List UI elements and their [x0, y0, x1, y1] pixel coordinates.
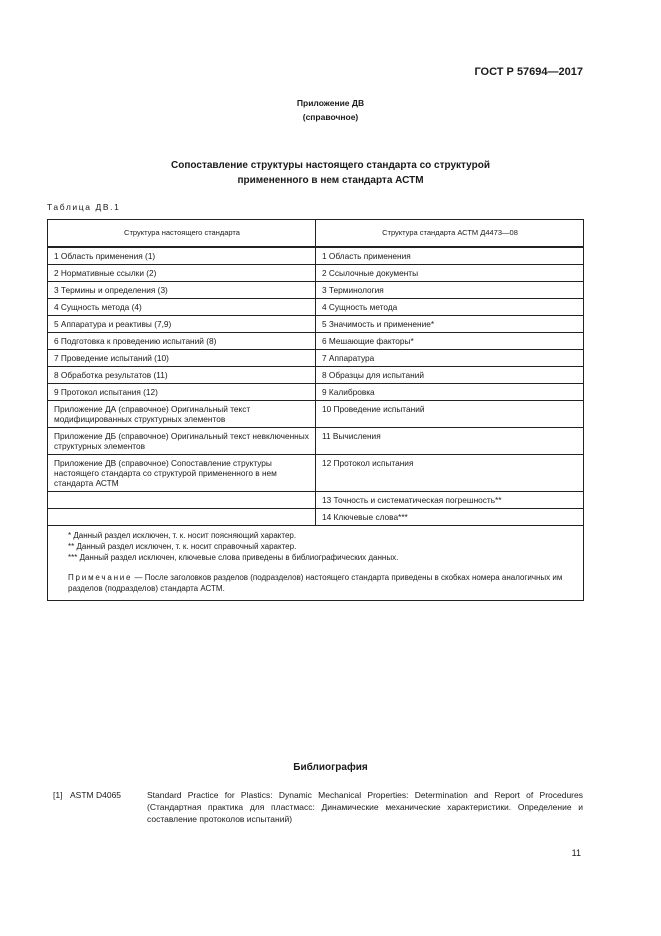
table-cell: 5 Аппаратура и реактивы (7,9): [48, 316, 316, 333]
table-cell: 1 Область применения (1): [48, 247, 316, 265]
table-row: [48, 282, 584, 299]
table-cell: 4 Сущность метода: [316, 299, 584, 316]
table-cell: Приложение ДБ (справочное) Оригинальный текст невключенных структурных элементов: [48, 428, 316, 455]
table-cell: 6 Подготовка к проведению испытаний (8): [48, 333, 316, 350]
table-cell: 1 Область применения: [316, 247, 584, 265]
table-header-cell: Структура стандарта АСТМ Д4473—08: [316, 220, 584, 248]
table-cell: 9 Протокол испытания (12): [48, 384, 316, 401]
note-text: — После заголовков разделов (подразделов) настоящего стандарта приведены в скобках номера аналогичных им разделов (подразделов) стандарта АСТМ.: [68, 573, 563, 593]
table-cell: 7 Проведение испытаний (10): [48, 350, 316, 367]
standard-code: ГОСТ Р 57694—2017: [474, 66, 583, 78]
table-cell: 13 Точность и систематическая погрешность**: [316, 492, 584, 509]
appendix-subtitle: (справочное): [302, 112, 359, 122]
table-cell: 8 Обработка результатов (11): [48, 367, 316, 384]
table-cell: 11 Вычисления: [316, 428, 584, 455]
table-cell: 3 Термины и определения (3): [48, 282, 316, 299]
table-row: [48, 299, 584, 316]
table-row: [48, 247, 584, 265]
table-header-cell: Структура настоящего стандарта: [48, 220, 316, 248]
table-row: [48, 455, 584, 492]
table-cell: 2 Нормативные ссылки (2): [48, 265, 316, 282]
table-row: [48, 492, 584, 509]
section-title-line-1: Сопоставление структуры настоящего стандарта со структурой: [171, 160, 490, 171]
table-row: [48, 509, 584, 526]
table-cell: 6 Мешающие факторы*: [316, 333, 584, 350]
section-title: [0, 158, 661, 188]
table-row: [48, 265, 584, 282]
table-cell: Приложение ДВ (справочное) Сопоставление структуры настоящего стандарта со структурой примененного в нем стандарта АСТМ: [48, 455, 316, 492]
bibliography-title: Библиография: [293, 762, 368, 773]
table-cell: 2 Ссылочные документы: [316, 265, 584, 282]
table-cell: 9 Калибровка: [316, 384, 584, 401]
comparison-table: [47, 219, 584, 601]
table-cell: 5 Значимость и применение*: [316, 316, 584, 333]
footnote: *** Данный раздел исключен, ключевые слова приведены в библиографических данных.: [68, 553, 399, 562]
table-notes: [48, 526, 584, 601]
footnote: ** Данный раздел исключен, т. к. носит справочный характер.: [68, 542, 297, 551]
table-note: [68, 572, 573, 594]
table-cell: 8 Образцы для испытаний: [316, 367, 584, 384]
table-cell: 14 Ключевые слова***: [316, 509, 584, 526]
appendix-title: Приложение ДВ: [296, 98, 365, 108]
table-cell: 7 Аппаратура: [316, 350, 584, 367]
table-row: [48, 384, 584, 401]
table-cell: [48, 492, 316, 509]
bibliography-entry: [53, 789, 583, 825]
bibliography-code: ASTM D4065: [70, 790, 122, 800]
table-cell: 4 Сущность метода (4): [48, 299, 316, 316]
bibliography-text: Standard Practice for Plastics: Dynamic Mechanical Properties: Determination and Report of Procedures (Стандартная практика для пластмасс: Динамические механические характеристики. Определение и составление протоколов испытаний): [147, 790, 583, 824]
note-label: Примечание: [68, 573, 133, 582]
table-cell: 10 Проведение испытаний: [316, 401, 584, 428]
table-row: [48, 316, 584, 333]
section-title-line-2: примененного в нем стандарта АСТМ: [237, 175, 424, 186]
table-header-row: [48, 220, 584, 248]
table-row: [48, 428, 584, 455]
table-cell: 3 Терминология: [316, 282, 584, 299]
table-notes-row: [48, 526, 584, 601]
table-row: [48, 333, 584, 350]
table-label: Таблица ДВ.1: [47, 202, 121, 212]
bibliography-number: [1]: [53, 790, 63, 800]
table-cell: 12 Протокол испытания: [316, 455, 584, 492]
table-cell: Приложение ДА (справочное) Оригинальный текст модифицированных структурных элементов: [48, 401, 316, 428]
table-row: [48, 367, 584, 384]
table-row: [48, 350, 584, 367]
appendix-heading: [0, 96, 661, 124]
table-row: [48, 401, 584, 428]
footnote: * Данный раздел исключен, т. к. носит поясняющий характер.: [68, 531, 297, 540]
table-cell: [48, 509, 316, 526]
page-number: 11: [571, 848, 581, 858]
